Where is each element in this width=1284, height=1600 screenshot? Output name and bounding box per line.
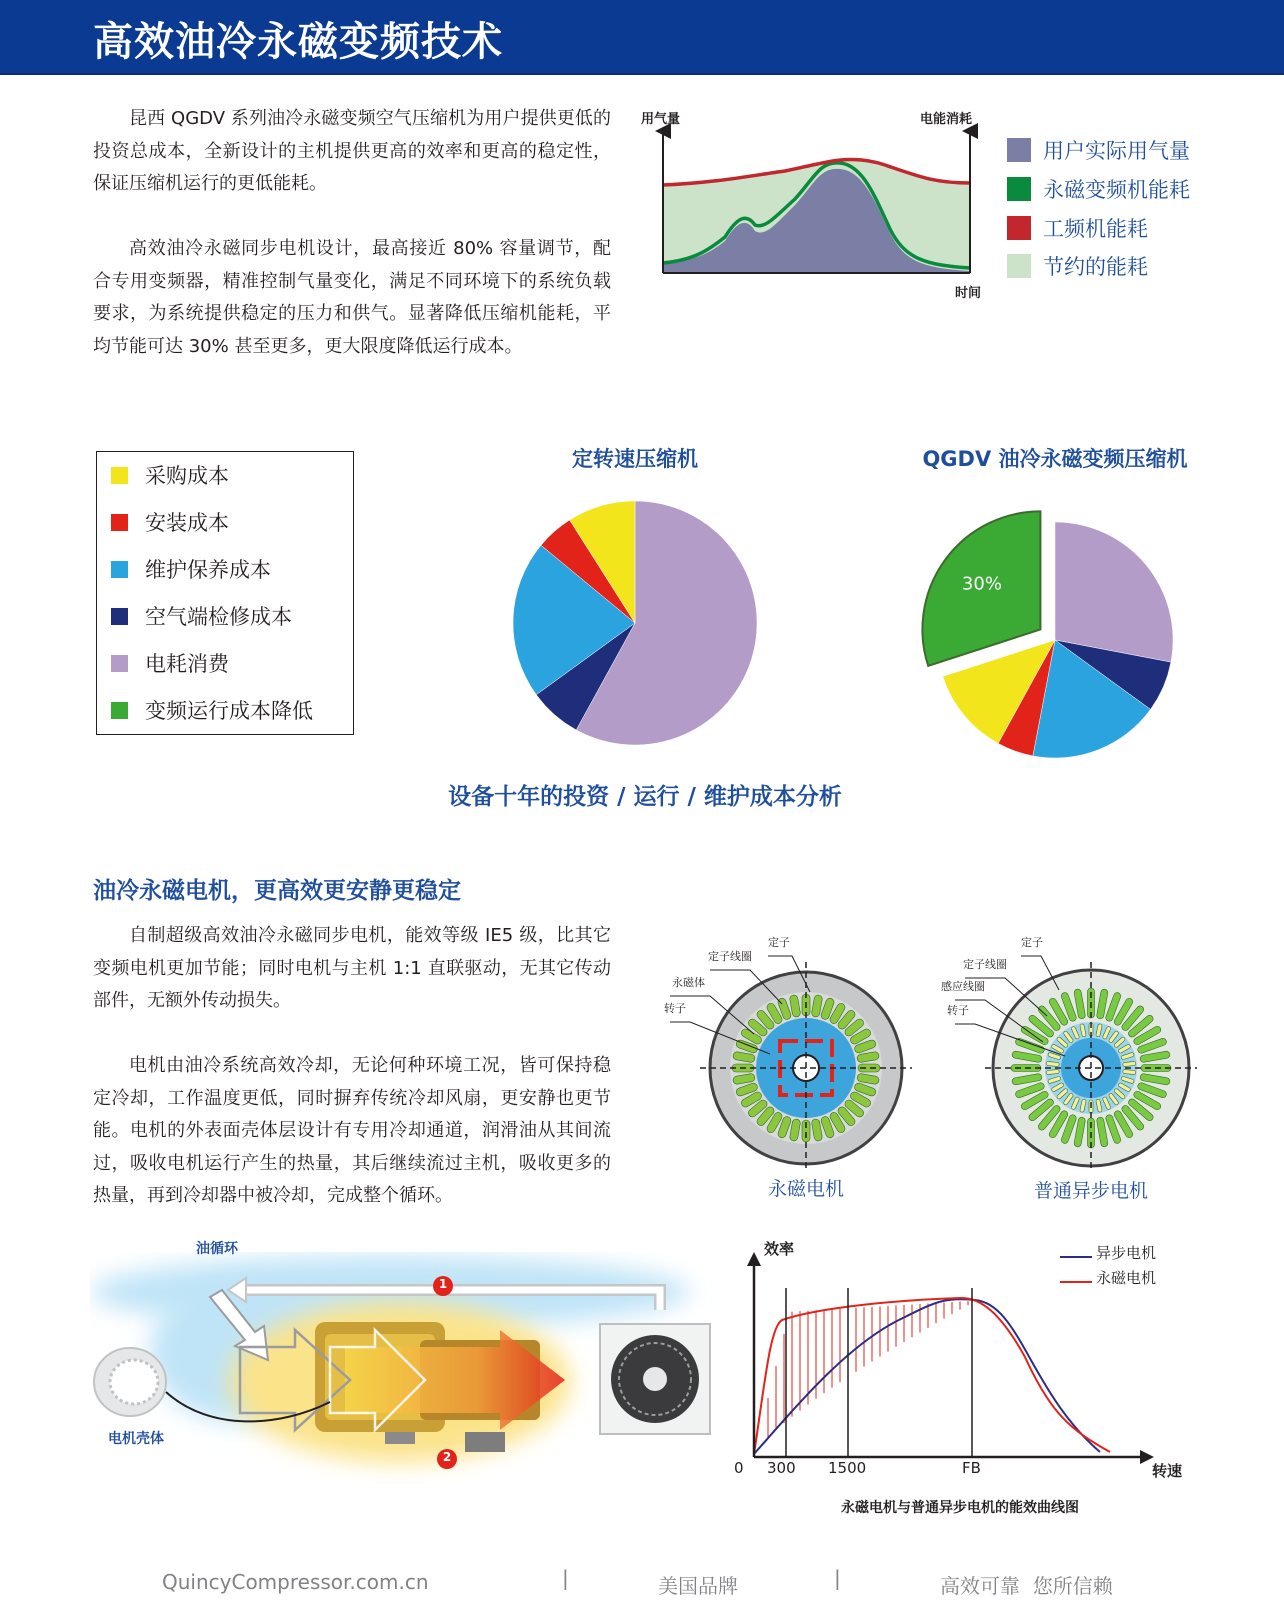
series-pm-motor: [754, 1298, 1110, 1454]
energy-chart-legend: [1007, 136, 1247, 296]
legend-swatch: [1007, 216, 1031, 240]
legend-item: 节约的能耗: [1007, 252, 1148, 282]
legend-pm: 永磁电机: [1096, 1269, 1157, 1287]
legend-swatch: [111, 514, 128, 531]
step-1-number: 1: [438, 1277, 448, 1291]
x-axis-label: 时间: [955, 286, 982, 301]
induction-motor-diagram: [941, 936, 1205, 1202]
fixed-speed-cost-pie: [505, 495, 765, 745]
x-tick: 1500: [828, 1459, 867, 1477]
oil-circulation-diagram: [90, 1241, 730, 1492]
cost-legend-item: 安装成本: [111, 508, 229, 538]
motor-paragraph-2: 电机由油冷系统高效冷却，无论何种环境工况，皆可保持稳定冷却，工作温度更低，同时摒弃传统冷却风扇，更安静也更节能。电机的外表面壳体层设计有专用冷却通道，润滑油从其间流过，吸收电机运行产生的热量，其后继续流过主机，吸收更多的热量，再到冷却器中被冷却，完成整个循环。: [93, 1055, 611, 1206]
qgdv-cost-pie: [905, 490, 1190, 760]
pie1-title: 定转速压缩机: [572, 447, 698, 471]
x-tick: FB: [962, 1459, 981, 1477]
motor-paragraph-1: 自制超级高效油冷永磁同步电机，能效等级 IE5 级，比其它变频电机更加节能；同时电机与主机 1:1 直联驱动，无其它传动部件，无额外传动损失。: [93, 925, 611, 1011]
housing-label: 电机壳体: [108, 1431, 164, 1447]
series-induction-motor: [754, 1299, 1100, 1454]
legend-item: 用户实际用气量: [1007, 136, 1190, 166]
cost-legend-item: 电耗消费: [111, 649, 229, 679]
x-axis-label: 转速: [1152, 1462, 1183, 1480]
label-stator-coil: 定子线圈: [963, 958, 1007, 971]
label-stator-coil: 定子线圈: [708, 950, 752, 963]
label-rotor: 转子: [947, 1004, 969, 1017]
legend-swatch: [1007, 138, 1031, 162]
footer-slogan: 高效可靠 您所信赖: [940, 1574, 1113, 1598]
label-stator: 定子: [768, 936, 790, 949]
intro-paragraph-2: 高效油冷永磁同步电机设计，最高接近 80% 容量调节，配合专用变频器，精准控制气量变化，满足不同环境下的系统负载要求，为系统提供稳定的压力和供气。显著降低压缩机能耗，平均节能可达 30% 甚至更多，更大限度降低运行成本。: [93, 238, 611, 357]
pie-caption: 设备十年的投资 / 运行 / 维护成本分析: [448, 784, 842, 810]
motor-housing-icon: [94, 1348, 166, 1416]
pm-motor-diagram: [664, 936, 920, 1200]
legend-swatch: [111, 702, 128, 719]
label-rotor: 转子: [664, 1002, 686, 1015]
x-tick: 0: [734, 1459, 744, 1477]
cost-legend-item: 采购成本: [111, 461, 229, 491]
efficiency-gain-hatching: [768, 1301, 968, 1437]
legend-swatch: [111, 561, 128, 578]
step-2-number: 2: [442, 1450, 452, 1464]
efficiency-curve-chart: [734, 1240, 1200, 1522]
legend-swatch: [111, 467, 128, 484]
footer-separator: |: [834, 1566, 841, 1590]
cost-legend-item: 维护保养成本: [111, 555, 271, 585]
efficiency-chart-title: 永磁电机与普通异步电机的能效曲线图: [841, 1500, 1079, 1516]
legend-item: 工频机能耗: [1007, 214, 1148, 244]
legend-swatch: [111, 608, 128, 625]
pie2-title: QGDV 油冷永磁变频压缩机: [922, 447, 1188, 471]
legend-swatch: [1007, 177, 1031, 201]
intro-paragraph-1: 昆西 QGDV 系列油冷永磁变频空气压缩机为用户提供更低的投资总成本，全新设计的主机提供更高的效率和更高的稳定性，保证压缩机运行的更低能耗。: [93, 108, 611, 194]
slice-label: 30%: [961, 573, 1002, 595]
energy-usage-chart: [635, 103, 995, 303]
page-header: [0, 0, 1284, 75]
legend-induction: 异步电机: [1096, 1244, 1157, 1262]
cost-legend-item: 空气端检修成本: [111, 602, 292, 632]
footer-website: QuincyCompressor.com.cn: [162, 1570, 429, 1594]
legend-swatch: [111, 655, 128, 672]
x-tick: 300: [767, 1459, 796, 1477]
y-right-axis-label: 电能消耗: [920, 112, 973, 127]
footer-separator: |: [562, 1566, 569, 1590]
pie-slice: [1055, 522, 1173, 662]
cost-legend: [96, 451, 354, 735]
label-stator: 定子: [1021, 936, 1043, 949]
oil-loop-label: 油循环: [196, 1241, 238, 1257]
y-left-axis-label: 用气量: [641, 112, 681, 127]
y-axis-label: 效率: [764, 1240, 795, 1258]
induction-motor-title: 普通异步电机: [1033, 1180, 1148, 1202]
label-magnet: 永磁体: [672, 976, 705, 989]
label-induction-coil: 感应线圈: [941, 980, 985, 993]
pm-motor-title: 永磁电机: [767, 1178, 844, 1200]
motor-section-heading: 油冷永磁电机，更高效更安静更稳定: [93, 878, 461, 904]
legend-swatch: [1007, 254, 1031, 278]
cost-legend-item: 变频运行成本降低: [111, 696, 313, 726]
footer-brand: 美国品牌: [658, 1574, 738, 1598]
page-title: 高效油冷永磁变频技术: [93, 19, 503, 65]
legend-item: 永磁变频机能耗: [1007, 175, 1190, 205]
